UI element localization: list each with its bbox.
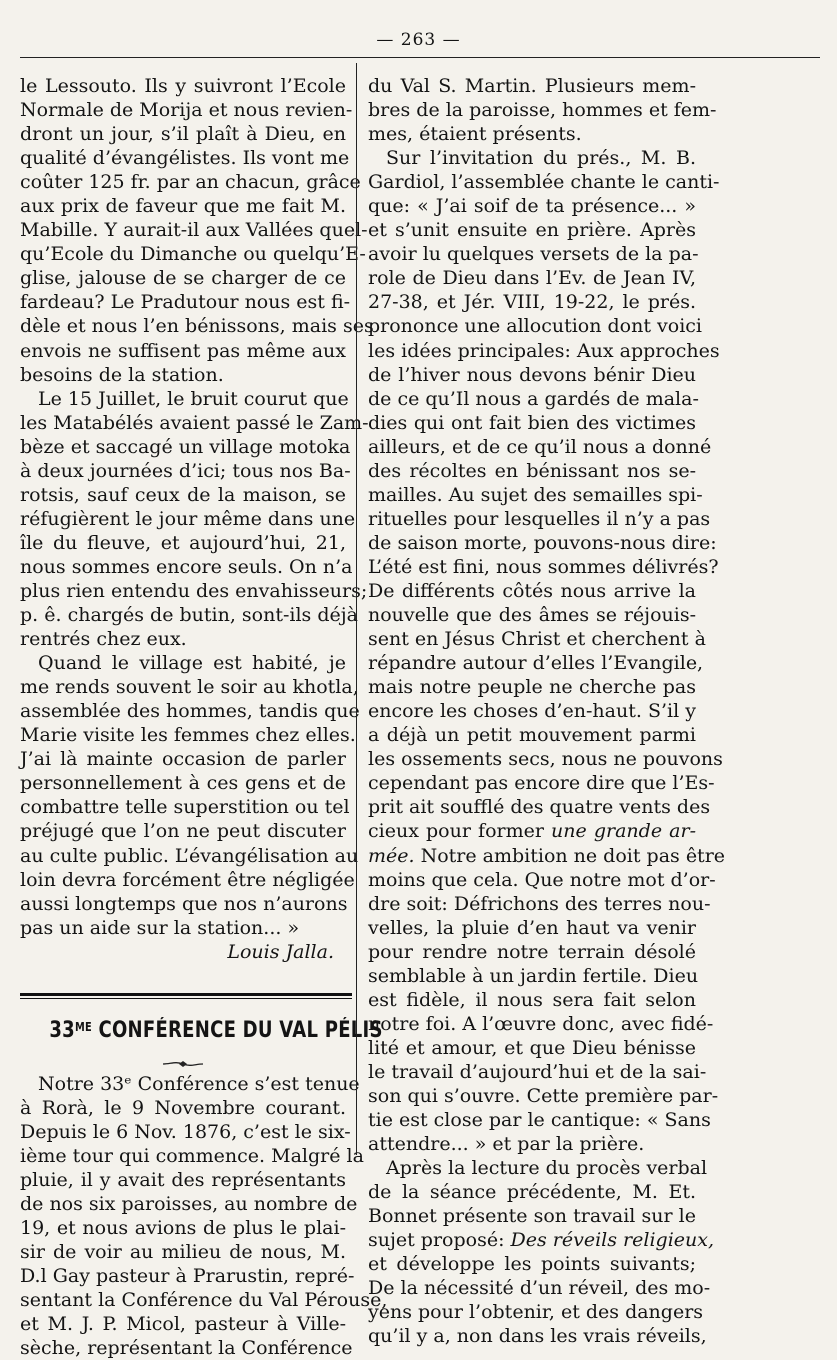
text-line: tie est close par le cantique: « Sans: [368, 1109, 711, 1132]
text-block: [368, 1252, 711, 1348]
text-block: [20, 1072, 388, 1360]
text-line: le travail d’aujourd’hui et de la sai-: [368, 1060, 707, 1083]
text-fragment: Notre ambition ne doit pas être: [414, 844, 726, 867]
text-line: role de Dieu dans l’Ev. de Jean IV,: [368, 267, 696, 290]
text-line: De la nécessité d’un réveil, des mo-: [368, 1277, 711, 1300]
text-line: du Val S. Martin. Plusieurs mem-: [368, 75, 696, 97]
text-line: p. ê. chargés de butin, sont-ils déjà: [20, 604, 358, 627]
text-line: encore les choses d’en-haut. S’il y: [368, 700, 696, 723]
text-line: Quand le village est habité, je: [38, 652, 346, 675]
text-line: les idées principales: Aux approches: [368, 339, 720, 362]
text-line: Bonnet présente son travail sur le: [368, 1205, 696, 1228]
text-line: ième tour qui commence. Malgré la: [20, 1144, 364, 1167]
signature: Louis Jalla.: [227, 940, 334, 963]
text-line: île du fleuve, et aujourd’hui, 21,: [20, 531, 346, 554]
text-line: aux prix de faveur que me fait M.: [20, 195, 346, 218]
text-line: L’été est fini, nous sommes délivrés?: [368, 555, 719, 578]
text-line: dèle et nous l’en bénissons, mais ses: [20, 315, 374, 338]
text-line: envois ne suffisent pas même aux: [20, 339, 346, 362]
text-line: pour rendre notre terrain désolé: [368, 940, 696, 963]
text-line: qu’Ecole du Dimanche ou quelqu’E-: [20, 243, 366, 266]
heading-suffix: ME: [74, 1019, 92, 1034]
text-line: préjugé que l’on ne peut discuter: [20, 820, 346, 843]
text-line: Depuis le 6 Nov. 1876, c’est le six-: [20, 1120, 351, 1143]
text-line: a déjà un petit mouvement parmi: [368, 724, 696, 747]
text-line: des récoltes en bénissant nos se-: [368, 459, 696, 482]
text-line: de ce qu’Il nous a gardés de mala-: [368, 387, 699, 410]
text-line: rituelles pour lesquelles il n’y a pas: [368, 507, 711, 530]
text-fragment: cieux pour former: [368, 820, 552, 843]
text-line: le Lessouto. Ils y suivront l’Ecole: [20, 75, 346, 97]
text-block: [20, 74, 374, 940]
text-line: de saison morte, pouvons-nous dire:: [368, 531, 717, 554]
text-line: rotsis, sauf ceux de la maison, se: [20, 483, 346, 506]
text-line: rentrés chez eux.: [20, 628, 187, 651]
text-line: bres de la paroisse, hommes et fem-: [368, 99, 717, 122]
ornament-icon: [20, 1052, 346, 1072]
text-line: cependant pas encore dire que l’Es-: [368, 772, 715, 795]
text-line: que: « J’ai soif de ta présence... »: [368, 195, 696, 218]
text-line: Notre 33ᵉ Conférence s’est tenue: [38, 1072, 360, 1095]
section-heading: [49, 1010, 383, 1052]
text-line: yens pour l’obtenir, et des dangers: [368, 1301, 704, 1324]
text-line: J’ai là mainte occasion de parler: [20, 748, 346, 771]
text-line: Normale de Morija et nous revien-: [20, 99, 353, 122]
text-line: sentant la Conférence du Val Pérouse,: [20, 1289, 388, 1312]
text-line: répandre autour d’elles l’Evangile,: [368, 652, 704, 675]
text-line: et s’unit ensuite en prière. Après: [368, 219, 696, 242]
text-line: nouvelle que des âmes se réjouis-: [368, 604, 696, 627]
italic-fragment: Des réveils religieux,: [510, 1229, 715, 1252]
text-line: glise, jalouse de se charger de ce: [20, 267, 346, 290]
left-column: [20, 74, 388, 1360]
italic-fragment: mée.: [368, 844, 415, 867]
heading-text: CONFÉRENCE DU VAL PÉLIS: [98, 1017, 383, 1043]
text-line: réfugièrent le jour même dans une: [20, 507, 356, 530]
italic-fragment: une grande ar-: [551, 820, 696, 843]
spacer: [20, 964, 346, 982]
text-line: personnellement à ces gens et de: [20, 772, 346, 795]
text-line: prit ait soufflé des quatre vents des: [368, 796, 711, 819]
text-line: 19, et nous avions de plus le plai-: [20, 1217, 346, 1240]
text-line: sent en Jésus Christ et cherchent à: [368, 628, 706, 651]
text-line: notre foi. A l’œuvre donc, avec fidé-: [368, 1012, 714, 1035]
text-line: aussi longtemps que nos n’aurons: [20, 892, 348, 915]
text-line: et M. J. P. Micol, pasteur à Ville-: [20, 1313, 346, 1336]
text-line: son qui s’ouvre. Cette première par-: [368, 1084, 719, 1107]
text-line: Après la lecture du procès verbal: [386, 1157, 708, 1180]
text-line: pluie, il y avait des représentants: [20, 1168, 346, 1191]
text-line: 27-38, et Jér. VIII, 19-22, le prés.: [368, 291, 696, 314]
text-line: dront un jour, s’il plaît à Dieu, en: [20, 123, 346, 146]
text-line: De différents côtés nous arrive la: [368, 579, 696, 602]
text-fragment: sujet proposé:: [368, 1229, 511, 1252]
text-block: [368, 868, 719, 1229]
text-line: besoins de la station.: [20, 363, 224, 386]
text-line: avoir lu quelques versets de la pa-: [368, 243, 699, 266]
text-line: assemblée des hommes, tandis que: [20, 700, 360, 723]
text-line: est fidèle, il nous sera fait selon: [368, 988, 696, 1011]
text-line: semblable à un jardin fertile. Dieu: [368, 964, 699, 987]
text-line: qualité d’évangélistes. Ils vont me: [20, 147, 350, 170]
text-line: coûter 125 fr. par an chacun, grâce: [20, 171, 361, 194]
text-line: attendre... » et par la prière.: [368, 1133, 645, 1156]
text-line: à Rorà, le 9 Novembre courant.: [20, 1096, 346, 1119]
text-line: moins que cela. Que notre mot d’or-: [368, 868, 716, 891]
text-line: [368, 819, 696, 843]
text-line: mais notre peuple ne cherche pas: [368, 676, 696, 699]
text-line: sir de voir au milieu de nous, M.: [20, 1241, 346, 1264]
right-column: [368, 74, 726, 1348]
text-line: plus rien entendu des envahisseurs;: [20, 579, 368, 602]
text-line: combattre telle superstition ou tel: [20, 796, 350, 819]
text-block: [368, 74, 723, 819]
column-divider: [356, 63, 357, 1155]
text-line: de nos six paroisses, au nombre de: [20, 1192, 358, 1215]
section-rule: [20, 982, 346, 1010]
text-line: au culte public. L’évangélisation au: [20, 844, 359, 867]
text-line: mailles. Au sujet des semailles spi-: [368, 483, 703, 506]
page-number: — 263 —: [376, 30, 461, 50]
text-line: qu’il y a, non dans les vrais réveils,: [368, 1325, 707, 1348]
text-line: Sur l’invitation du prés., M. B.: [386, 147, 696, 170]
text-line: de la séance précédente, M. Et.: [368, 1181, 696, 1204]
text-line: nous sommes encore seuls. On n’a: [20, 555, 353, 578]
text-line: Gardiol, l’assemblée chante le canti-: [368, 171, 720, 194]
text-line: pas un aide sur la station... »: [20, 916, 300, 939]
text-line: de l’hiver nous devons bénir Dieu: [368, 363, 696, 386]
text-line: D.l Gay pasteur à Prarustin, repré-: [20, 1265, 355, 1288]
text-line: [368, 1228, 715, 1252]
text-line: les Matabélés avaient passé le Zam-: [20, 411, 369, 434]
text-line: bèze et saccagé un village motoka: [20, 435, 351, 458]
text-line: Marie visite les femmes chez elles.: [20, 724, 356, 747]
text-line: me rends souvent le soir au khotla,: [20, 676, 359, 699]
text-line: ailleurs, et de ce qu’il nous a donné: [368, 435, 712, 458]
text-line: sèche, représentant la Conférence: [20, 1337, 353, 1360]
header-rule: [20, 57, 820, 58]
text-line: les ossements secs, nous ne pouvons: [368, 748, 723, 771]
text-line: et développe les points suivants;: [368, 1253, 696, 1276]
heading-number: 33: [49, 1017, 75, 1043]
text-line: lité et amour, et que Dieu bénisse: [368, 1036, 696, 1059]
text-line: Mabille. Y aurait-il aux Vallées quel-: [20, 219, 368, 242]
text-line: fardeau? Le Pradutour nous est fi-: [20, 291, 351, 314]
text-line: dre soit: Défrichons des terres nou-: [368, 892, 711, 915]
text-line: dies qui ont fait bien des victimes: [368, 411, 696, 434]
text-line: Le 15 Juillet, le bruit courut que: [38, 387, 349, 410]
text-line: [368, 844, 726, 868]
text-line: à deux journées d’ici; tous nos Ba-: [20, 459, 351, 482]
text-line: prononce une allocution dont voici: [368, 315, 702, 338]
text-line: velles, la pluie d’en haut va venir: [368, 916, 696, 939]
text-line: loin devra forcément être négligée: [20, 868, 355, 891]
text-line: mes, étaient présents.: [368, 123, 582, 146]
